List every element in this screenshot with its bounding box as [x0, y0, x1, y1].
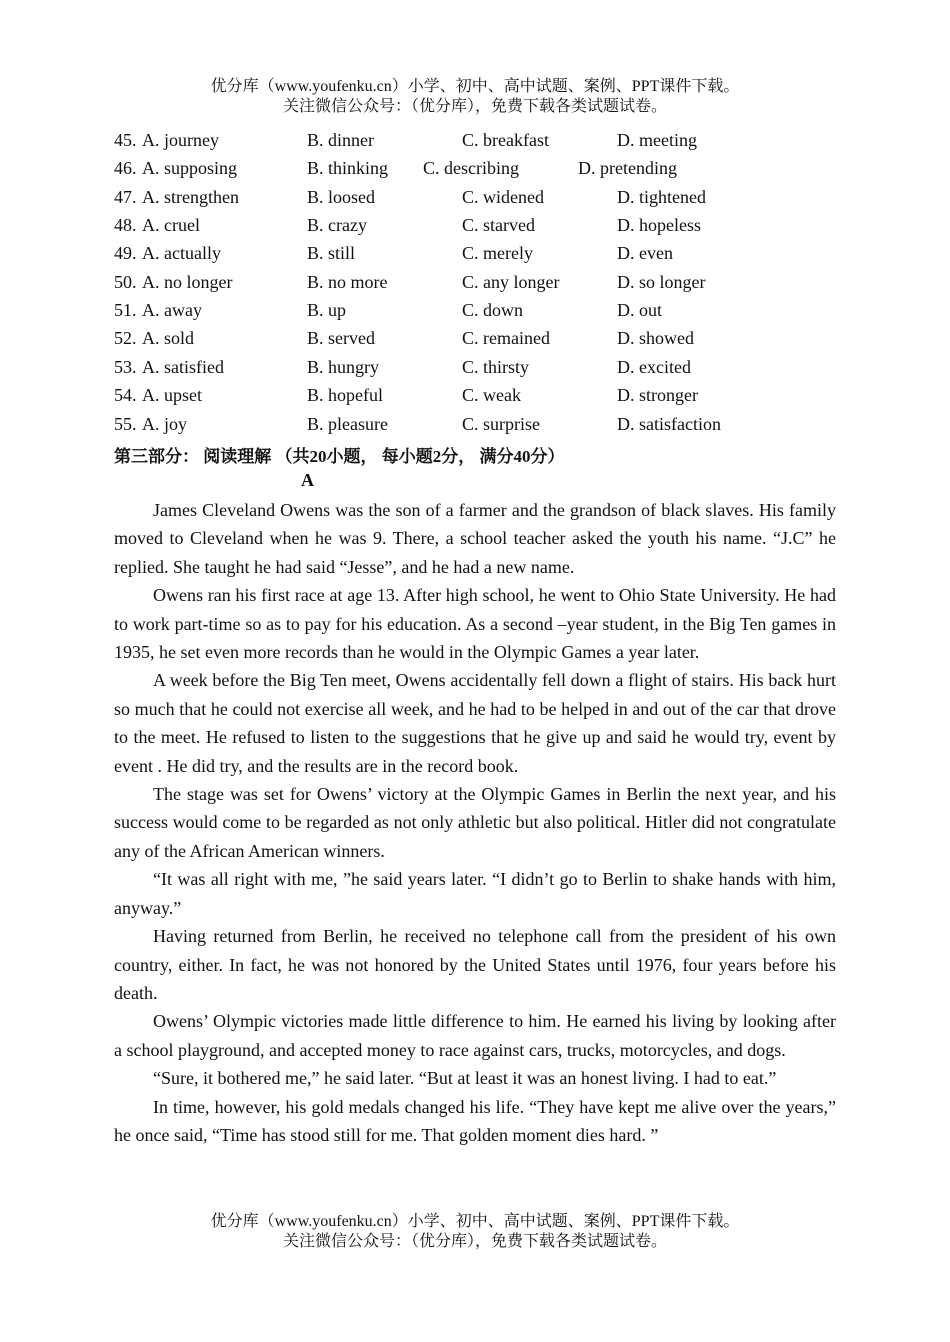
- option-a: A. no longer: [142, 272, 233, 292]
- passage-paragraph: “It was all right with me, ”he said years later. “I didn’t go to Berlin to shake hands with him, anyway.”: [114, 869, 836, 918]
- question-number: 45.: [114, 130, 137, 150]
- option-a: A. supposing: [142, 158, 238, 178]
- passage-paragraph: In time, however, his gold medals changed his life. “They have kept me alive over the years,” he once said, “Time has stood still for me. That golden moment dies hard. ”: [114, 1096, 836, 1145]
- passage-paragraph: A week before the Big Ten meet, Owens accidentally fell down a flight of stairs. His back hurt so much that he could not exercise all week, and he had to be helped in and out of the car that drove to the meet. He refused to listen to the suggestions that he give up and said he would try, event by event . He did try, and the results are in the record book.: [114, 670, 836, 776]
- passage-paragraph: Owens ran his first race at age 13. After high school, he went to Ohio State University. He had to work part-time so as to pay for his education. As a second –year student, in the Big Ten games in 1935, he set even more records than he would in the Olympic Games a year later.: [114, 585, 836, 663]
- option-a: A. satisfied: [142, 357, 224, 377]
- option-a: A. away: [142, 300, 202, 320]
- option-d: D. so longer: [617, 272, 706, 292]
- option-c: C. down: [462, 300, 524, 320]
- option-b: B. pleasure: [307, 414, 388, 434]
- option-b: B. crazy: [307, 215, 367, 235]
- option-a: A. joy: [142, 414, 187, 434]
- option-c: C. remained: [462, 328, 550, 348]
- option-b: B. dinner: [307, 130, 374, 150]
- footer-line-1: 优分库（www.youfenku.cn）小学、初中、高中试题、案例、PPT课件下载。: [210, 1213, 740, 1230]
- question-number: 52.: [114, 328, 137, 348]
- option-d: D. out: [617, 300, 662, 320]
- option-a: A. upset: [142, 385, 202, 405]
- reading-passage: [114, 496, 836, 1149]
- passage-paragraph: James Cleveland Owens was the son of a farmer and the grandson of black slaves. His family moved to Cleveland when he was 9. There, a school teacher asked the youth his name. “J.C” he replied. She taught he had said “Jesse”, and he had a new name.: [114, 500, 836, 577]
- option-c: C. surprise: [462, 414, 540, 434]
- option-b: B. served: [307, 328, 375, 348]
- passage-label: A: [301, 470, 314, 490]
- question-number: 49.: [114, 243, 137, 263]
- option-a: A. strengthen: [142, 187, 239, 207]
- question-number: 48.: [114, 215, 137, 235]
- option-d: D. even: [617, 243, 673, 263]
- option-b: B. still: [307, 243, 356, 263]
- option-b: B. no more: [307, 272, 388, 292]
- question-number: 54.: [114, 385, 137, 405]
- option-d: D. showed: [617, 328, 694, 348]
- option-b: B. hopeful: [307, 385, 383, 405]
- page-header: [0, 77, 950, 117]
- option-d: D. tightened: [617, 187, 706, 207]
- header-line-1: 优分库（www.youfenku.cn）小学、初中、高中试题、案例、PPT课件下载。: [210, 78, 740, 95]
- page-footer: [0, 1212, 950, 1252]
- option-a: A. journey: [142, 130, 219, 150]
- option-a: A. sold: [142, 328, 195, 348]
- option-c: C. describing: [423, 158, 519, 178]
- question-number: 46.: [114, 158, 137, 178]
- option-a: A. cruel: [142, 215, 200, 235]
- option-a: A. actually: [142, 243, 221, 263]
- passage-paragraph: Having returned from Berlin, he received no telephone call from the president of his own country, either. In fact, he was not honored by the United States until 1976, four years before his death.: [114, 926, 836, 1003]
- option-b: B. hungry: [307, 357, 379, 377]
- option-c: C. breakfast: [462, 130, 549, 150]
- question-number: 47.: [114, 187, 137, 207]
- option-d: D. excited: [617, 357, 691, 377]
- question-number: 50.: [114, 272, 137, 292]
- section-title: 第三部分： 阅读理解 （共20小题， 每小题2分， 满分40分）: [114, 447, 565, 466]
- passage-paragraph: The stage was set for Owens’ victory at the Olympic Games in Berlin the next year, and his success would come to be regarded as not only athletic but also political. Hitler did not congratulate any of the African American winners.: [114, 784, 836, 861]
- question-number: 55.: [114, 414, 137, 434]
- option-c: C. starved: [462, 215, 535, 235]
- option-c: C. merely: [462, 243, 533, 263]
- option-d: D. pretending: [578, 158, 677, 178]
- option-b: B. loosed: [307, 187, 376, 207]
- passage-paragraph: Owens’ Olympic victories made little difference to him. He earned his living by looking after a school playground, and accepted money to race against cars, trucks, motorcycles, and dogs.: [114, 1011, 836, 1060]
- option-b: B. thinking: [307, 158, 389, 178]
- option-c: C. any longer: [462, 272, 560, 292]
- option-c: C. weak: [462, 385, 521, 405]
- option-d: D. meeting: [617, 130, 697, 150]
- passage-paragraph: “Sure, it bothered me,” he said later. “But at least it was an honest living. I had to eat.”: [153, 1068, 777, 1089]
- option-d: D. satisfaction: [617, 414, 721, 434]
- option-c: C. widened: [462, 187, 544, 207]
- question-number: 53.: [114, 357, 137, 377]
- question-number: 51.: [114, 300, 137, 320]
- option-d: D. stronger: [617, 385, 698, 405]
- option-d: D. hopeless: [617, 215, 701, 235]
- option-c: C. thirsty: [462, 357, 530, 377]
- footer-line-2: 关注微信公众号：（优分库），免费下载各类试题试卷。: [282, 1233, 667, 1250]
- option-b: B. up: [307, 300, 347, 320]
- header-line-2: 关注微信公众号：（优分库），免费下载各类试题试卷。: [282, 98, 667, 115]
